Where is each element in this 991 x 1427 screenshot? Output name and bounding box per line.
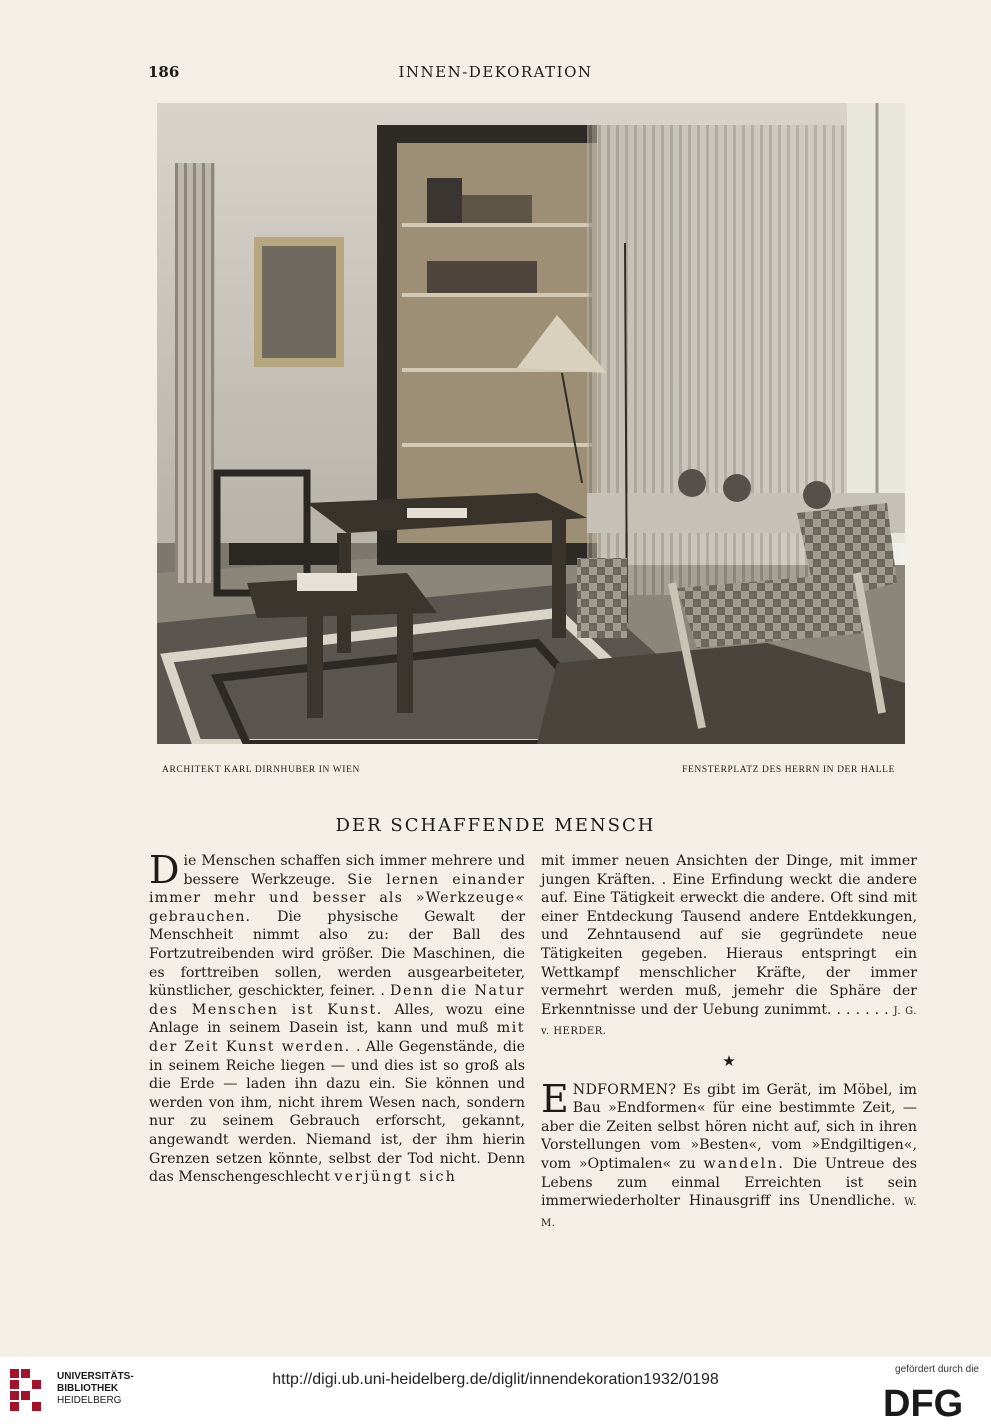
paragraph-text: Die Untreue des Lebens zum einmal Erreichten ist sein immerwiederholter Hinausgriff ins Unendliche. <box>541 1155 917 1210</box>
dfg-logo-text: DFG <box>883 1383 964 1422</box>
page-number: 186 <box>148 63 180 81</box>
paragraph-text: Alles, wozu eine Anlage in seinem Dasein ist, kann und muß <box>149 1001 525 1037</box>
paragraph-text: ie Menschen schaffen sich immer mehrere und bessere Werkzeuge. <box>183 853 525 888</box>
paragraph-text: Die physische Gewalt der Menschheit nimmt also zu: der Ball des Fortzutreibenden wird größer. Die Maschinen, die es forttreiben sollen, werden ausgearbeiteter, künstlicher, geschickter, feiner. . <box>149 908 525 1000</box>
dfg-logo-icon <box>881 1380 977 1422</box>
library-name-line: UNIVERSITÄTS- <box>57 1371 134 1382</box>
endformen-paragraph <box>541 1076 917 1234</box>
text-column-right <box>541 852 917 1233</box>
paragraph-text: Es gibt im Gerät, im Möbel, im Bau »Endformen« für eine bestimmte Zeit, — aber die Zeiten selbst hören nicht auf, sich in ihren Vorstellungen vom »Besten«, vom »Endgiltigen«, vom »Optimalen« zu <box>541 1081 917 1172</box>
spaced-text: Denn die Natur des Menschen ist Kunst. <box>149 983 526 1018</box>
interior-photo-illustration <box>157 103 905 744</box>
digitization-footer <box>0 1357 991 1427</box>
author-signature-wm: W. M. <box>541 1197 917 1229</box>
drop-cap: E <box>541 1076 569 1121</box>
library-name-line: HEIDELBERG <box>57 1395 122 1406</box>
spaced-text: verjüngt sich <box>334 1169 458 1186</box>
spaced-text: Sie lernen einander immer mehr und besser als »Werkzeuge« gebrauchen. <box>149 871 525 925</box>
drop-cap: D <box>149 848 180 892</box>
article-title: DER SCHAFFENDE MENSCH <box>335 815 656 836</box>
running-head: INNEN-DEKORATION <box>398 63 593 81</box>
spaced-text: mit der Zeit Kunst werden. <box>149 1020 525 1055</box>
author-signature-herder: J. G. v. HERDER. <box>541 1005 917 1038</box>
photo-caption-architect: ARCHITEKT KARL DIRNHUBER IN WIEN <box>162 765 360 775</box>
section-star-ornament: ★ <box>722 1051 736 1070</box>
herder-quote-paragraph <box>149 848 526 1187</box>
spaced-text: wandeln. <box>703 1155 785 1172</box>
paragraph-lead-caps: NDFORMEN? <box>572 1081 677 1098</box>
funding-note: gefördert durch die <box>895 1364 979 1375</box>
library-name-line: BIBLIOTHEK <box>57 1383 119 1394</box>
paragraph-text: . Alle Gegenstände, die in seinem Reiche liegen — und dies ist so groß als die Erde — laden ihn dazu ein. Sie können und werden von ihm, nicht ihrem Wesen nach, sondern nur zu seinem Gebrauch erforscht, gekannt, angewandt werden. Niemand ist, der ihm hierin Grenzen setzen könnte, selbst der Tod nicht. Denn das Menschengeschlecht <box>149 1038 525 1186</box>
text-column-left <box>149 848 526 1187</box>
interior-photograph <box>157 103 905 744</box>
herder-quote-continuation: mit immer neuen Ansichten der Dinge, mit immer jungen Kräften. . Eine Erfindung weckt die andere auf. Eine Tätigkeit erweckt die andere. Oft sind mit einer Entdeckung Tausend andere Entdekkungen, und Zehntausend auf sie gegründete neue Tätigkeiten gegeben. Hieraus entspringt ein Wettkampf menschlicher Kräfte, der immer vermehrt werden muß, jemehr die Sphäre der Erkenntnisse und der Uebung zunimmt. . . . . . . J. G. v. HERDER. <box>541 853 917 1038</box>
photo-caption-room: FENSTERPLATZ DES HERRN IN DER HALLE <box>682 765 895 775</box>
permalink-url[interactable]: http://digi.ub.uni-heidelberg.de/diglit/innendekoration1932/0198 <box>272 1371 719 1388</box>
